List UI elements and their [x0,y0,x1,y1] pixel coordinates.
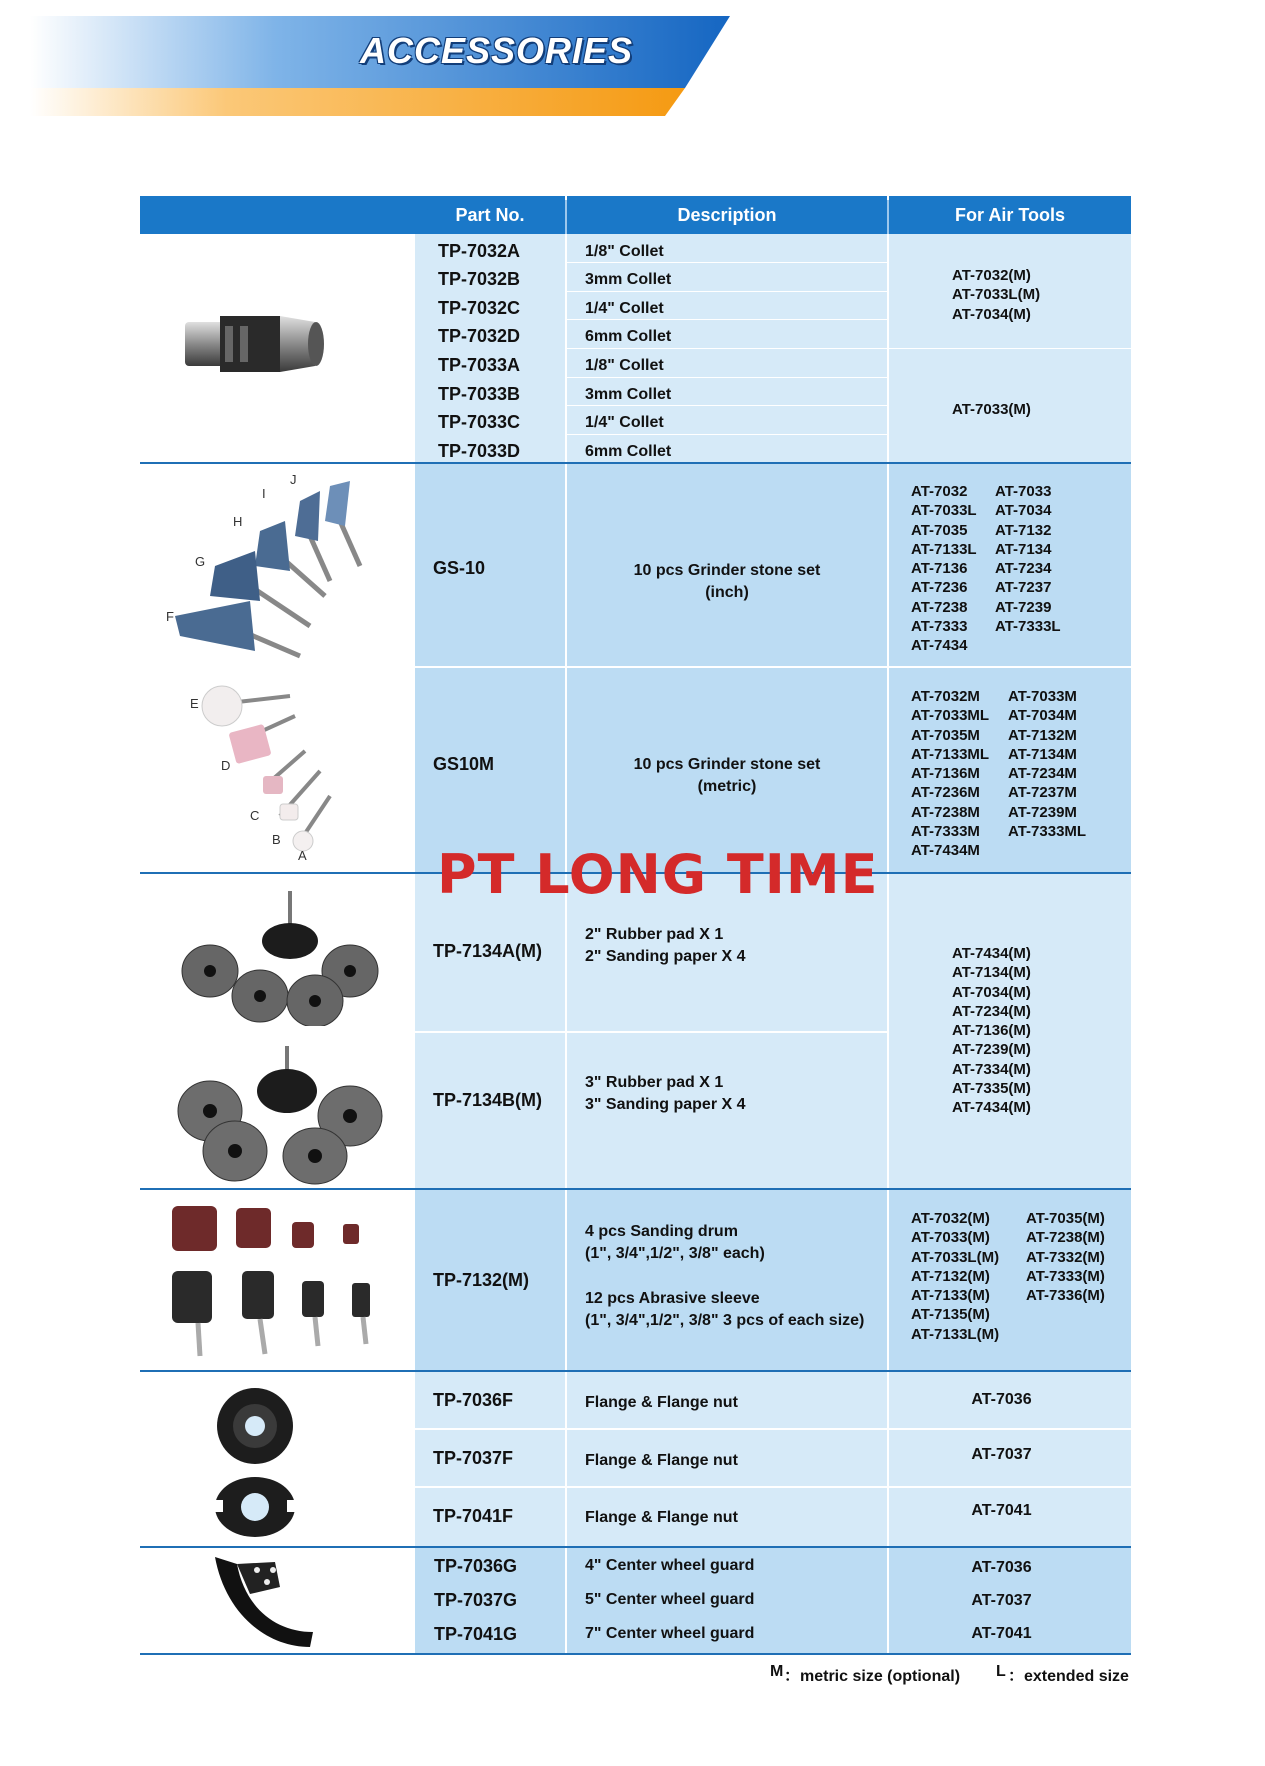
page-title: ACCESSORIES [360,30,634,71]
header-description: Description [567,196,887,234]
section-separator [140,1188,1131,1190]
watermark: PT LONG TIME [437,843,879,906]
compatible-tools: AT-7033 AT-7034 AT-7132 AT-7134 AT-7234 AT-7237 AT-7239 AT-7333L [995,483,1061,636]
part-number: TP-7037G [434,1590,518,1610]
part-number: TP-7032C [438,298,521,318]
stone-label: E [190,696,199,711]
compatible-tools: AT-7035(M) AT-7238(M) AT-7332(M) AT-7333(M) AT-7336(M) [1026,1210,1105,1305]
section-separator [140,1653,1131,1655]
description: 3mm Collet [585,271,672,288]
compatible-tools: AT-7037 [971,1446,1032,1463]
header-part-no: Part No. [415,196,565,234]
row-line [567,262,887,263]
header-divider [565,200,567,234]
stone-label: A [298,848,307,863]
compatible-tools: AT-7037 [971,1592,1032,1609]
description: 4 pcs Sanding drum [585,1223,738,1240]
row-separator [415,1428,1131,1430]
stone-label: G [195,554,206,569]
sanding-pad-2in-image [180,886,380,1026]
part-number: TP-7036G [434,1556,518,1576]
grinder-stone-inch-image [160,476,390,676]
column-divider [565,234,567,1653]
stone-label: B [272,832,281,847]
description: 1/8" Collet [585,357,664,374]
stone-label: J [290,472,297,487]
part-number: TP-7037F [433,1448,514,1468]
description: 10 pcs Grinder stone set [633,756,821,773]
part-number: TP-7036F [433,1390,514,1410]
section-separator [140,462,1131,464]
footer-legend-l-text: ：extended size [1008,1668,1129,1685]
row-line [567,377,887,378]
description: 1/8" Collet [585,243,664,260]
description: (metric) [697,778,757,795]
compatible-tools: AT-7032(M) AT-7033L(M) AT-7034(M) [952,267,1041,323]
header-blank-cell [140,196,415,234]
description: Flange & Flange nut [585,1394,738,1411]
description: 2" Sanding paper X 4 [585,948,746,965]
row-line [567,405,887,406]
description: (inch) [705,584,749,601]
sanding-drum-image [160,1196,390,1366]
header-for-air-tools: For Air Tools [889,196,1131,234]
compatible-tools: AT-7041 [971,1625,1032,1642]
part-number: TP-7033A [438,355,521,375]
description: 1/4" Collet [585,300,664,317]
compatible-tools: AT-7032(M) AT-7033(M) AT-7033L(M) AT-7132(M) AT-7133(M) AT-7135(M) AT-7133L(M) [911,1210,1000,1343]
description: 6mm Collet [585,328,672,345]
description: 3" Sanding paper X 4 [585,1096,746,1113]
description: (1", 3/4",1/2", 3/8" each) [585,1245,765,1262]
description: Flange & Flange nut [585,1509,738,1526]
row-line [567,319,887,320]
compatible-tools: AT-7434(M) AT-7134(M) AT-7034(M) AT-7234(M) AT-7136(M) AT-7239(M) AT-7334(M) AT-7335(M) AT-7434(M) [952,945,1031,1117]
part-number: TP-7032D [438,326,521,346]
description: 3" Rubber pad X 1 [585,1074,724,1091]
description: 2" Rubber pad X 1 [585,926,724,943]
part-number: TP-7032B [438,269,521,289]
part-number: TP-7033C [438,412,521,432]
description: 3mm Collet [585,386,672,403]
part-number: TP-7134A(M) [433,941,543,961]
compatible-tools: AT-7036 [971,1391,1032,1408]
row-separator [415,1486,1131,1488]
header-divider [887,200,889,234]
column-divider [887,234,889,1653]
compatible-tools: AT-7033M AT-7034M AT-7132M AT-7134M AT-7234M AT-7237M AT-7239M AT-7333ML [1008,688,1087,841]
part-number: TP-7032A [438,241,521,261]
stone-label: H [233,514,243,529]
part-number: TP-7041F [433,1506,514,1526]
grinder-stone-metric-image [180,676,390,866]
compatible-tools: AT-7033(M) [952,401,1031,418]
stone-label: I [262,486,266,501]
stone-label: F [166,609,174,624]
compatible-tools: AT-7041 [971,1502,1032,1519]
description: 5" Center wheel guard [585,1591,755,1608]
collet-image [180,304,340,384]
description: 1/4" Collet [585,414,664,431]
section-separator [140,1546,1131,1548]
description: 4" Center wheel guard [585,1557,755,1574]
description: 6mm Collet [585,443,672,460]
part-number: TP-7041G [434,1624,518,1644]
part-number: GS-10 [433,558,486,578]
description: Flange & Flange nut [585,1452,738,1469]
accessories-table [140,196,1131,1655]
description: 12 pcs Abrasive sleeve [585,1290,760,1307]
part-number: TP-7033D [438,441,521,461]
compatible-tools: AT-7036 [971,1559,1032,1576]
part-number: TP-7132(M) [433,1270,530,1290]
row-line [567,348,1131,349]
description: 10 pcs Grinder stone set [633,562,821,579]
part-number: TP-7134B(M) [433,1090,543,1110]
description: 7" Center wheel guard [585,1625,755,1642]
sanding-pad-3in-image [175,1041,385,1186]
row-line [567,291,887,292]
footer-legend-m-text: ：metric size (optional) [784,1668,961,1685]
part-number: GS10M [433,754,495,774]
row-separator [415,666,1131,668]
section-separator [140,1370,1131,1372]
stone-label: C [250,808,260,823]
compatible-tools: AT-7032 AT-7033L AT-7035 AT-7133L AT-7136 AT-7236 AT-7238 AT-7333 AT-7434 [911,483,977,655]
footer-legend-l-key: L [996,1663,1006,1680]
wheel-guard-image [205,1552,325,1652]
stone-label: D [221,758,231,773]
row-separator [415,1031,887,1033]
footer-legend-m-key: M [770,1663,784,1680]
row-line [567,434,887,435]
description: (1", 3/4",1/2", 3/8" 3 pcs of each size) [585,1312,865,1329]
part-number: TP-7033B [438,384,521,404]
flange-image [195,1382,325,1542]
compatible-tools: AT-7032M AT-7033ML AT-7035M AT-7133ML AT-7136M AT-7236M AT-7238M AT-7333M AT-7434M [911,688,990,860]
